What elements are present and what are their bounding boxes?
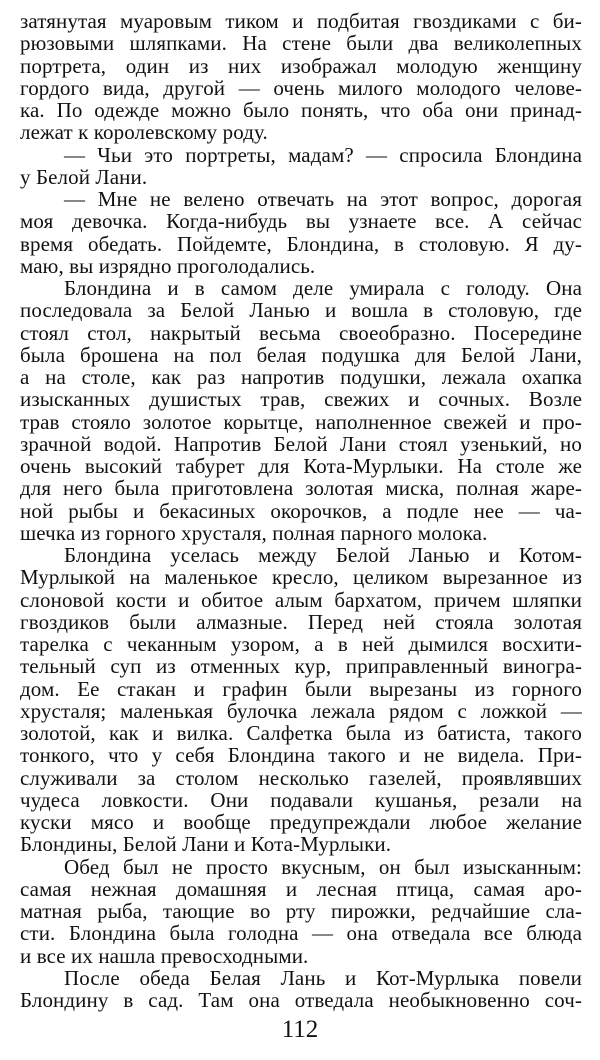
text-line: для него была приготовлена золотая миска, полная жаре-: [20, 476, 582, 501]
text-line: и все их нашла превосходными.: [20, 943, 309, 968]
text-line: последовала за Белой Ланью и вошла в столовую, где: [20, 298, 582, 323]
text-line: После обеда Белая Лань и Кот-Мурлыка повели: [64, 965, 582, 990]
text-line: Блондина и в самом деле умирала с голоду. Она: [64, 276, 582, 300]
text-line: зрачной водой. Напротив Белой Лани стоял узенький, но: [20, 431, 582, 456]
page-number: 112: [281, 1016, 319, 1043]
text-line: рюзовыми шляпками. На стене были два великолепных: [20, 31, 582, 56]
text-line: тарелка с чеканным узором, а в ней дымился восхити-: [20, 632, 582, 656]
text-line: дом. Ее стакан и графин были вырезаны из горного: [20, 676, 582, 701]
text-line: тельный суп из отменных кур, приправленный виногра-: [20, 654, 582, 679]
text-line: Блондина уселась между Белой Ланью и Котом-: [64, 543, 582, 567]
text-line: куски мясо и вообще предупреждали любое желание: [20, 810, 582, 834]
text-line: изысканных душистых трав, свежих и сочных. Возле: [20, 387, 582, 412]
text-line: гвоздиков были алмазные. Перед ней стояла золотая: [20, 609, 582, 634]
text-line: сти. Блондина была голодна — она отведала все блюда: [20, 921, 582, 946]
text-line: Блондины, Белой Лани и Кота-Мурлыки.: [20, 832, 392, 857]
text-line: слоновой кости и обитое алым бархатом, причем шляпки: [20, 587, 582, 612]
text-line: у Белой Лани.: [20, 164, 148, 189]
text-line: стоял стол, накрытый весьма своеобразно. Посередине: [20, 320, 582, 345]
text-line: моя девочка. Когда-нибудь вы узнаете все. А сейчас: [20, 209, 582, 234]
text-line: служивали за столом несколько газелей, проявлявших: [20, 765, 582, 790]
text-line: а на столе, как раз напротив подушки, лежала охапка: [20, 365, 582, 389]
text-line: Обед был не просто вкусным, он был изысканным:: [64, 854, 582, 879]
text-line: лежат к королевскому роду.: [20, 120, 268, 145]
text-line: маю, вы изрядно проголодались.: [20, 253, 316, 278]
text-line: Блондину в сад. Там она отведала необыкновенно соч-: [20, 988, 582, 1012]
text-line: тонкого, что у себя Блондина такого и не видела. При-: [20, 743, 582, 768]
text-line: — Чьи это портреты, мадам? — спросила Блондина: [64, 142, 582, 167]
text-line: трав стояло золотое корытце, наполненное свежей и про-: [20, 409, 582, 434]
text-line: шечка из горного хрусталя, полная парного молока.: [20, 520, 488, 545]
text-line: была брошена на пол белая подушка для Белой Лани,: [20, 342, 582, 367]
text-line: гордого вида, другой — очень милого молодого челове-: [20, 75, 582, 100]
text-line: затянутая муаровым тиком и подбитая гвоздиками с би-: [20, 9, 582, 33]
text-line: — Мне не велено отвечать на этот вопрос, дорогая: [64, 187, 582, 211]
text-line: чудеса ловкости. Они подавали кушанья, резали на: [20, 787, 582, 812]
text-line: матная рыба, тающие во рту пирожки, редчайшие сла-: [20, 899, 582, 923]
text-line: золотой, как и вилка. Салфетка была из батиста, такого: [20, 721, 582, 745]
text-line: Мурлыкой на маленькое кресло, целиком вырезанное из: [20, 565, 582, 590]
page-body-text: [20, 10, 582, 1011]
text-line: ка. По одежде можно было понять, что оба они принад-: [20, 98, 582, 122]
text-line: время обедать. Пойдемте, Блондина, в столовую. Я ду-: [20, 231, 582, 256]
text-line: очень высокий табурет для Кота-Мурлыки. На столе же: [20, 454, 582, 478]
text-line: ной рыбы и бекасиных окорочков, а подле нее — ча-: [20, 498, 582, 523]
text-line: портрета, один из них изображал молодую женщину: [20, 53, 582, 78]
text-line: самая нежная домашняя и лесная птица, самая аро-: [20, 876, 582, 901]
text-line: хрусталя; маленькая булочка лежала рядом с ложкой —: [20, 698, 582, 723]
